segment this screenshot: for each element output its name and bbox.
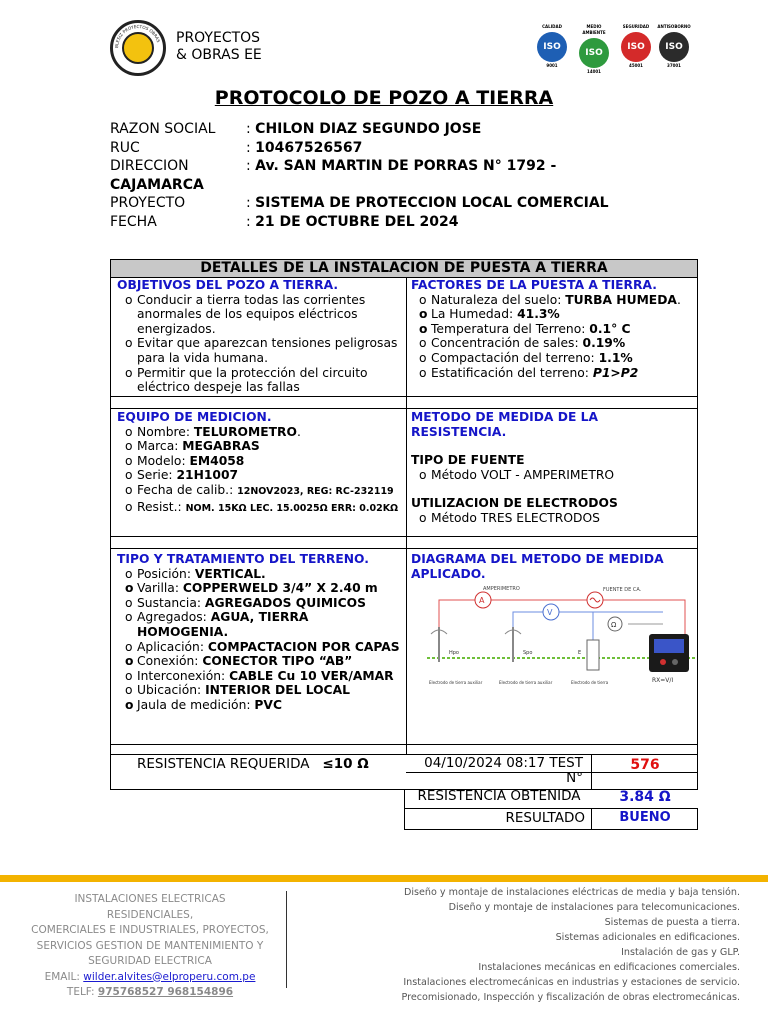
list-item: o Permitir que la protección del circuito eléctrico despeje las fallas: [117, 366, 403, 395]
resultado-row: RESULTADO BUENO: [404, 808, 698, 830]
measurement-diagram: [423, 582, 695, 692]
list-item: o Método VOLT - AMPERIMETRO: [411, 468, 695, 483]
list-item: o Nombre: TELUROMETRO.: [117, 425, 403, 440]
list-item: o Aplicación: COMPACTACION POR CAPAS: [117, 640, 403, 655]
diagrama-section: DIAGRAMA DEL METODO DE MEDIDA APLICADO.: [411, 552, 664, 581]
equipo-section: EQUIPO DE MEDICION. o Nombre: TELUROMETRO. o Marca: MEGABRAS o Modelo: EM4058 o Serie: 21H1007 o Fecha de calib.: 12NOV2023, REG: RC-232119 o Resist.: NOM. 15KΩ LEC. 15.0025Ω ERR: 0.02KΩ: [117, 410, 403, 516]
footer-divider: [0, 875, 768, 882]
list-item: o Concentración de sales: 0.19%: [411, 336, 695, 351]
svg-text:Electrodo de tierra: Electrodo de tierra: [571, 680, 609, 685]
list-item: o Sustancia: AGREGADOS QUIMICOS: [117, 596, 403, 611]
list-item: o La Humedad: 41.3%: [411, 307, 695, 322]
list-item: o Conducir a tierra todas las corrientes anormales de los equipos eléctricos energizados.: [117, 293, 403, 337]
list-item: o Temperatura del Terreno: 0.1° C: [411, 322, 695, 337]
email-link[interactable]: wilder.alvites@elproperu.com.pe: [83, 970, 256, 983]
list-item: Sistemas de puesta a tierra.: [604, 917, 740, 928]
footer-services: [300, 885, 740, 1005]
list-item: o Conexión: CONECTOR TIPO “AB”: [117, 654, 403, 669]
tipo-section: TIPO Y TRATAMIENTO DEL TERRENO. o Posición: VERTICAL. o Varilla: COPPERWELD 3/4” X 2.40 m o Sustancia: AGREGADOS QUIMICOS o Agregados: AGUA, TIERRA HOMOGENIA. o Aplicación: COMPACTACION POR CAPAS o Conexión: CONECTOR TIPO “AB” o Interconexión: CABLE Cu 10 VER/AMAR o Ubicación: INTERIOR DEL LOCAL o Jaula de medición: PVC: [117, 552, 403, 713]
svg-text:FUENTE DE CA.: FUENTE DE CA.: [603, 587, 642, 593]
list-item: Precomisionado, Inspección y fiscalización de obras electromecánicas.: [401, 992, 740, 1003]
metodo-section: METODO DE MEDIDA DE LA RESISTENCIA. TIPO DE FUENTE o Método VOLT - AMPERIMETRO UTILIZACION DE ELECTRODOS o Método TRES ELECTRODOS: [411, 410, 695, 526]
resultado-value: BUENO: [619, 810, 671, 825]
svg-text:Electrodo de tierra auxiliar: Electrodo de tierra auxiliar: [499, 680, 553, 685]
test-number-label: 04/10/2024 08:17 TEST N°: [424, 755, 583, 786]
objetivos-section: OBJETIVOS DEL POZO A TIERRA. o Conducir a tierra todas las corrientes anormales de los equipos eléctricos energizados. o Evitar que aparezcan tensiones peligrosas para la vida humana. o Permitir que la protección del circuito eléctrico despeje las fallas: [117, 278, 403, 395]
list-item: Diseño y montaje de instalaciones para telecomunicaciones.: [448, 902, 740, 913]
svg-text:A: A: [479, 596, 485, 605]
list-item: o Fecha de calib.: 12NOV2023, REG: RC-232119: [117, 483, 403, 500]
svg-text:Electrodo de tierra auxiliar: Electrodo de tierra auxiliar: [429, 680, 483, 685]
list-item: o Estatificación del terreno: P1>P2: [411, 366, 695, 381]
list-item: Sistemas adicionales en edificaciones.: [555, 932, 740, 943]
phone-numbers: 975768527 968154896: [97, 986, 234, 998]
logo-company-name: PROYECTOS & OBRAS EE: [176, 30, 262, 62]
client-info: RAZON SOCIAL : CHILON DIAZ SEGUNDO JOSE RUC : 10467526567 DIRECCION : Av. SAN MARTIN DE PORRAS N° 1792 - CAJAMARCA PROYECTO : SISTEMA DE PROTECCION LOCAL COMERCIAL FECHA : 21 DE OCTUBRE DEL 2024: [110, 121, 609, 230]
factores-section: FACTORES DE LA PUESTA A TIERRA. o Naturaleza del suelo: TURBA HUMEDA. o La Humedad: 41.3% o Temperatura del Terreno: 0.1° C o Concentración de sales: 0.19% o Compactación del terreno: 1.1% o Estatificación del terreno: P1>P2: [411, 278, 695, 380]
list-item: o Varilla: COPPERWELD 3/4” X 2.40 m: [117, 581, 403, 596]
svg-text:V: V: [547, 608, 553, 617]
list-item: o Evitar que aparezcan tensiones peligrosas para la vida humana.: [117, 336, 403, 365]
list-item: o Marca: MEGABRAS: [117, 439, 403, 454]
list-item: Instalaciones mecánicas en edificaciones comerciales.: [478, 962, 740, 973]
installation-details-table: [110, 259, 698, 805]
list-item: Instalaciones electromecánicas en industrias y estaciones de servicio.: [403, 977, 740, 988]
document-title: PROTOCOLO DE POZO A TIERRA: [214, 87, 554, 109]
list-item: Instalación de gas y GLP.: [621, 947, 740, 958]
list-item: o Resist.: NOM. 15KΩ LEC. 15.0025Ω ERR: 0.02KΩ: [117, 500, 403, 517]
svg-text:BLESIZ PROYECTOS OBRAS: BLESIZ PROYECTOS OBRAS: [113, 23, 162, 49]
list-item: o Método TRES ELECTRODOS: [411, 511, 695, 526]
test-number-value: 576: [630, 757, 660, 773]
company-logo: [110, 20, 166, 76]
list-item: o Posición: VERTICAL.: [117, 567, 403, 582]
logo-ring: [113, 23, 163, 73]
list-item: o Ubicación: INTERIOR DEL LOCAL: [117, 683, 403, 698]
list-item: o Serie: 21H1007: [117, 468, 403, 483]
list-item: o Agregados: AGUA, TIERRA HOMOGENIA.: [117, 610, 403, 639]
list-item: o Modelo: EM4058: [117, 454, 403, 469]
iso-37001-badge: ANTISOBORNO ISO 37001: [657, 24, 691, 68]
resistencia-requerida: RESISTENCIA REQUERIDA ≤10 Ω: [137, 756, 369, 772]
iso-9001-badge: CALIDAD ISO 9001: [534, 24, 570, 69]
svg-text:Ω: Ω: [611, 621, 617, 629]
svg-text:RX=V/I: RX=V/I: [652, 677, 674, 684]
iso-45001-badge: SEGURIDAD ISO 45001: [622, 24, 650, 68]
svg-text:AMPERIMETRO: AMPERIMETRO: [483, 586, 520, 592]
resistencia-obtenida-label: RESISTENCIA OBTENIDA: [417, 788, 581, 804]
svg-text:Hpo: Hpo: [449, 650, 459, 656]
svg-text:E: E: [578, 650, 582, 656]
list-item: o Interconexión: CABLE Cu 10 VER/AMAR: [117, 669, 403, 684]
table-header: DETALLES DE LA INSTALACION DE PUESTA A TIERRA: [111, 260, 697, 278]
list-item: Diseño y montaje de instalaciones eléctricas de media y baja tensión.: [403, 887, 740, 898]
list-item: o Naturaleza del suelo: TURBA HUMEDA.: [411, 293, 695, 308]
list-item: o Compactación del terreno: 1.1%: [411, 351, 695, 366]
resistencia-obtenida-value: 3.84 Ω: [619, 789, 671, 805]
svg-text:Spo: Spo: [523, 650, 533, 656]
footer-company-info: INSTALACIONES ELECTRICAS RESIDENCIALES, COMERCIALES E INDUSTRIALES, PROYECTOS, SERVICIOS GESTION DE MANTENIMIENTO Y SEGURIDAD ELECTRICA EMAIL: wilder.alvites@elproperu.com.pe TELF: 975768527 968154896: [31, 893, 269, 998]
iso-14001-badge: MEDIO AMBIENTE ISO 14001: [576, 24, 612, 75]
list-item: o Jaula de medición: PVC: [117, 698, 403, 713]
